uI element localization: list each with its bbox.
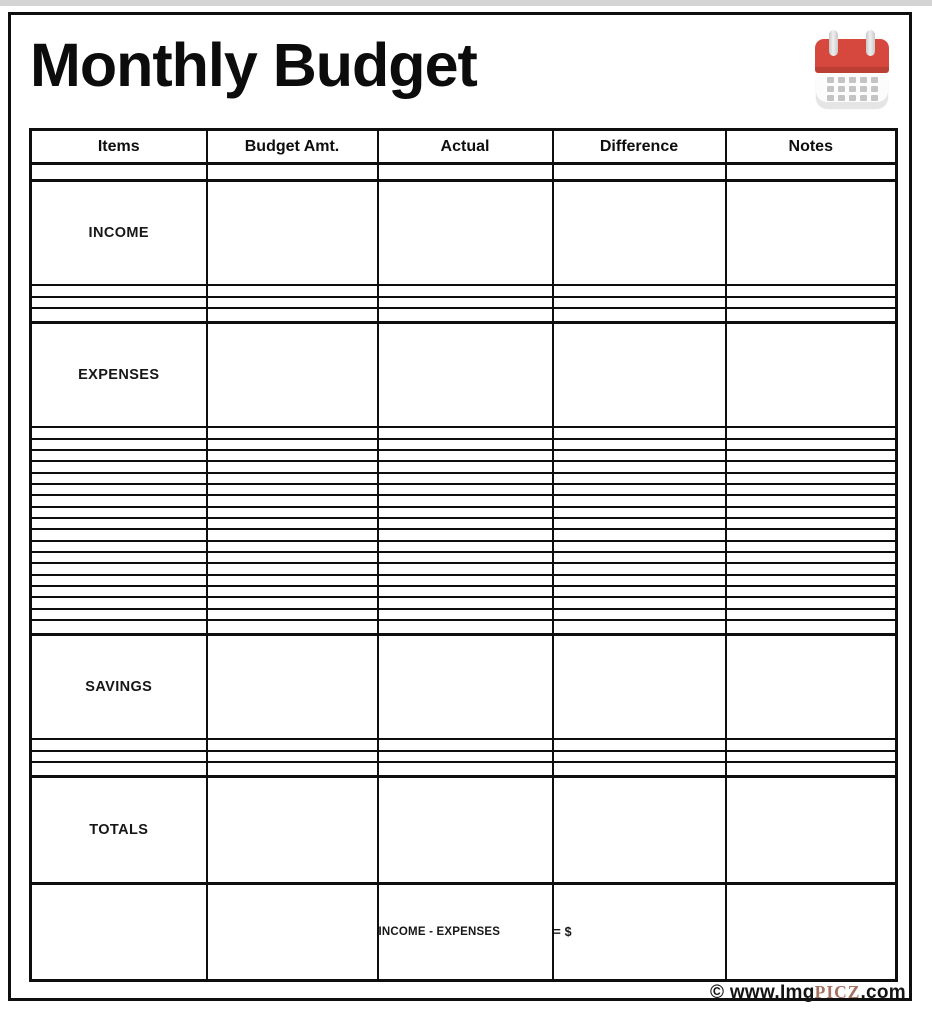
calendar-dot <box>860 95 867 101</box>
table-cell <box>378 586 553 597</box>
section-label-income: INCOME <box>31 181 207 286</box>
table-row <box>31 297 897 308</box>
table-cell <box>726 762 897 776</box>
table-cell <box>553 563 726 574</box>
table-cell <box>31 495 207 506</box>
table-cell <box>31 461 207 472</box>
table-cell <box>726 495 897 506</box>
table-cell <box>726 529 897 540</box>
table-cell <box>31 297 207 308</box>
table-cell <box>378 450 553 461</box>
column-header-budget-amt: Budget Amt. <box>207 130 378 164</box>
table-cell <box>378 308 553 322</box>
table-cell <box>207 609 378 620</box>
calendar-icon <box>815 30 889 108</box>
table-cell <box>378 461 553 472</box>
table-cell <box>31 620 207 634</box>
table-cell <box>553 427 726 438</box>
table-cell <box>726 473 897 484</box>
section-row-savings <box>31 634 897 739</box>
section-row-expenses <box>31 322 897 427</box>
calendar-dot <box>849 77 856 83</box>
table-cell <box>378 575 553 586</box>
calendar-dot <box>860 86 867 92</box>
table-cell <box>726 751 897 762</box>
table-cell <box>207 884 378 981</box>
calendar-dot <box>860 77 867 83</box>
table-cell <box>553 776 726 884</box>
table-row <box>31 762 897 776</box>
table-cell <box>378 507 553 518</box>
table-row <box>31 495 897 506</box>
calendar-dot <box>871 86 878 92</box>
table-cell <box>31 597 207 608</box>
table-cell <box>31 507 207 518</box>
table-cell <box>726 297 897 308</box>
calendar-dot <box>871 77 878 83</box>
table-cell <box>378 739 553 750</box>
table-cell <box>726 461 897 472</box>
table-cell <box>207 563 378 574</box>
table-cell <box>553 164 726 181</box>
table-cell <box>31 439 207 450</box>
table-cell <box>553 541 726 552</box>
table-cell <box>207 541 378 552</box>
table-cell <box>378 609 553 620</box>
table-cell <box>207 322 378 427</box>
table-cell <box>553 597 726 608</box>
table-cell <box>726 518 897 529</box>
table-row <box>31 164 897 181</box>
table-cell <box>207 495 378 506</box>
table-cell <box>378 541 553 552</box>
calendar-body <box>816 73 888 108</box>
table-cell <box>207 507 378 518</box>
table-cell <box>207 751 378 762</box>
column-header-actual: Actual <box>378 130 553 164</box>
watermark-brand: PICZ <box>814 982 861 1002</box>
table-cell <box>726 427 897 438</box>
table-cell <box>726 563 897 574</box>
table-cell <box>553 609 726 620</box>
table-row <box>31 609 897 620</box>
budget-table-body <box>31 164 897 981</box>
table-cell <box>31 473 207 484</box>
table-cell <box>31 884 207 981</box>
table-cell <box>31 450 207 461</box>
table-cell <box>207 427 378 438</box>
table-row <box>31 575 897 586</box>
table-cell <box>726 484 897 495</box>
calendar-dot <box>827 77 834 83</box>
table-row <box>31 620 897 634</box>
table-cell <box>207 484 378 495</box>
table-cell <box>378 518 553 529</box>
table-cell <box>207 586 378 597</box>
table-cell <box>207 518 378 529</box>
table-cell <box>378 776 553 884</box>
table-cell <box>207 762 378 776</box>
section-row-totals <box>31 776 897 884</box>
calendar-ring-right-icon <box>866 30 875 56</box>
formula-row <box>31 884 897 981</box>
table-cell <box>726 884 897 981</box>
table-row <box>31 484 897 495</box>
table-row <box>31 597 897 608</box>
table-row <box>31 739 897 750</box>
table-cell <box>726 507 897 518</box>
table-cell <box>378 495 553 506</box>
table-cell <box>726 450 897 461</box>
budget-table <box>29 128 898 982</box>
table-cell <box>726 285 897 296</box>
table-cell <box>553 529 726 540</box>
table-cell <box>378 439 553 450</box>
table-cell <box>726 308 897 322</box>
section-row-income <box>31 181 897 286</box>
table-cell <box>207 597 378 608</box>
table-cell <box>207 739 378 750</box>
table-cell <box>726 586 897 597</box>
table-row <box>31 552 897 563</box>
table-cell <box>31 751 207 762</box>
column-header-items: Items <box>31 130 207 164</box>
table-cell <box>207 164 378 181</box>
table-cell <box>553 297 726 308</box>
table-row <box>31 563 897 574</box>
calendar-dot <box>871 95 878 101</box>
table-cell <box>726 322 897 427</box>
table-row <box>31 541 897 552</box>
calendar-date-grid <box>827 77 878 108</box>
calendar-header-bar <box>815 39 889 73</box>
table-row <box>31 461 897 472</box>
table-cell <box>553 495 726 506</box>
section-label-expenses: EXPENSES <box>31 322 207 427</box>
table-cell <box>726 634 897 739</box>
calendar-dot <box>838 86 845 92</box>
table-cell <box>378 751 553 762</box>
table-cell <box>553 518 726 529</box>
table-cell <box>553 308 726 322</box>
table-cell <box>726 620 897 634</box>
table-cell <box>553 473 726 484</box>
table-cell <box>207 181 378 286</box>
table-cell <box>378 634 553 739</box>
table-cell <box>207 552 378 563</box>
table-cell <box>31 609 207 620</box>
table-cell <box>31 563 207 574</box>
formula-label-equals-dollar: = $ <box>553 884 726 981</box>
calendar-ring-left-icon <box>829 30 838 56</box>
table-row <box>31 450 897 461</box>
table-cell <box>31 484 207 495</box>
table-row <box>31 751 897 762</box>
table-row <box>31 285 897 296</box>
table-cell <box>726 739 897 750</box>
calendar-dot <box>838 77 845 83</box>
table-cell <box>553 450 726 461</box>
table-cell <box>378 285 553 296</box>
table-row <box>31 518 897 529</box>
table-cell <box>207 439 378 450</box>
table-cell <box>378 322 553 427</box>
table-cell <box>378 563 553 574</box>
table-cell <box>207 308 378 322</box>
table-cell <box>378 597 553 608</box>
section-label-totals: TOTALS <box>31 776 207 884</box>
table-cell <box>378 484 553 495</box>
table-cell <box>553 507 726 518</box>
table-cell <box>207 529 378 540</box>
calendar-dot <box>827 86 834 92</box>
table-cell <box>207 461 378 472</box>
table-cell <box>553 739 726 750</box>
table-cell <box>378 762 553 776</box>
table-cell <box>726 552 897 563</box>
calendar-dot <box>838 95 845 101</box>
table-cell <box>207 297 378 308</box>
table-cell <box>553 285 726 296</box>
table-cell <box>207 575 378 586</box>
calendar-dot <box>849 86 856 92</box>
table-cell <box>31 541 207 552</box>
table-cell <box>31 739 207 750</box>
table-row <box>31 507 897 518</box>
table-cell <box>31 529 207 540</box>
watermark-prefix: © www.Img <box>709 982 815 1003</box>
table-cell <box>726 609 897 620</box>
table-cell <box>31 164 207 181</box>
top-strip <box>0 0 932 6</box>
formula-label-income-expenses: INCOME - EXPENSES <box>378 884 553 981</box>
table-cell <box>726 164 897 181</box>
table-cell <box>31 552 207 563</box>
table-cell <box>553 552 726 563</box>
table-header-row <box>31 130 897 164</box>
table-cell <box>207 634 378 739</box>
watermark-suffix: .com <box>860 982 906 1003</box>
table-cell <box>378 620 553 634</box>
table-cell <box>726 541 897 552</box>
table-cell <box>378 529 553 540</box>
section-label-savings: SAVINGS <box>31 634 207 739</box>
table-cell <box>553 751 726 762</box>
table-cell <box>553 762 726 776</box>
table-cell <box>553 620 726 634</box>
table-cell <box>207 776 378 884</box>
table-cell <box>553 484 726 495</box>
page-title: Monthly Budget <box>30 31 477 99</box>
watermark <box>710 982 906 1004</box>
calendar-dot <box>849 95 856 101</box>
table-cell <box>553 634 726 739</box>
table-row <box>31 586 897 597</box>
calendar-dot <box>827 95 834 101</box>
table-cell <box>553 181 726 286</box>
table-cell <box>31 285 207 296</box>
table-cell <box>726 439 897 450</box>
table-row <box>31 427 897 438</box>
table-cell <box>378 473 553 484</box>
table-cell <box>378 164 553 181</box>
table-cell <box>207 450 378 461</box>
table-cell <box>553 575 726 586</box>
table-cell <box>378 297 553 308</box>
table-cell <box>207 285 378 296</box>
table-row <box>31 308 897 322</box>
table-cell <box>726 597 897 608</box>
table-cell <box>207 473 378 484</box>
table-cell <box>31 762 207 776</box>
table-cell <box>553 322 726 427</box>
table-cell <box>31 586 207 597</box>
table-cell <box>31 427 207 438</box>
table-cell <box>553 586 726 597</box>
table-cell <box>553 461 726 472</box>
table-cell <box>378 181 553 286</box>
table-cell <box>31 518 207 529</box>
table-cell <box>726 181 897 286</box>
table-cell <box>726 575 897 586</box>
column-header-notes: Notes <box>726 130 897 164</box>
table-row <box>31 529 897 540</box>
table-cell <box>31 308 207 322</box>
table-row <box>31 473 897 484</box>
table-cell <box>31 575 207 586</box>
table-cell <box>726 776 897 884</box>
table-cell <box>553 439 726 450</box>
table-cell <box>378 552 553 563</box>
table-cell <box>207 620 378 634</box>
table-row <box>31 439 897 450</box>
table-cell <box>378 427 553 438</box>
column-header-difference: Difference <box>553 130 726 164</box>
